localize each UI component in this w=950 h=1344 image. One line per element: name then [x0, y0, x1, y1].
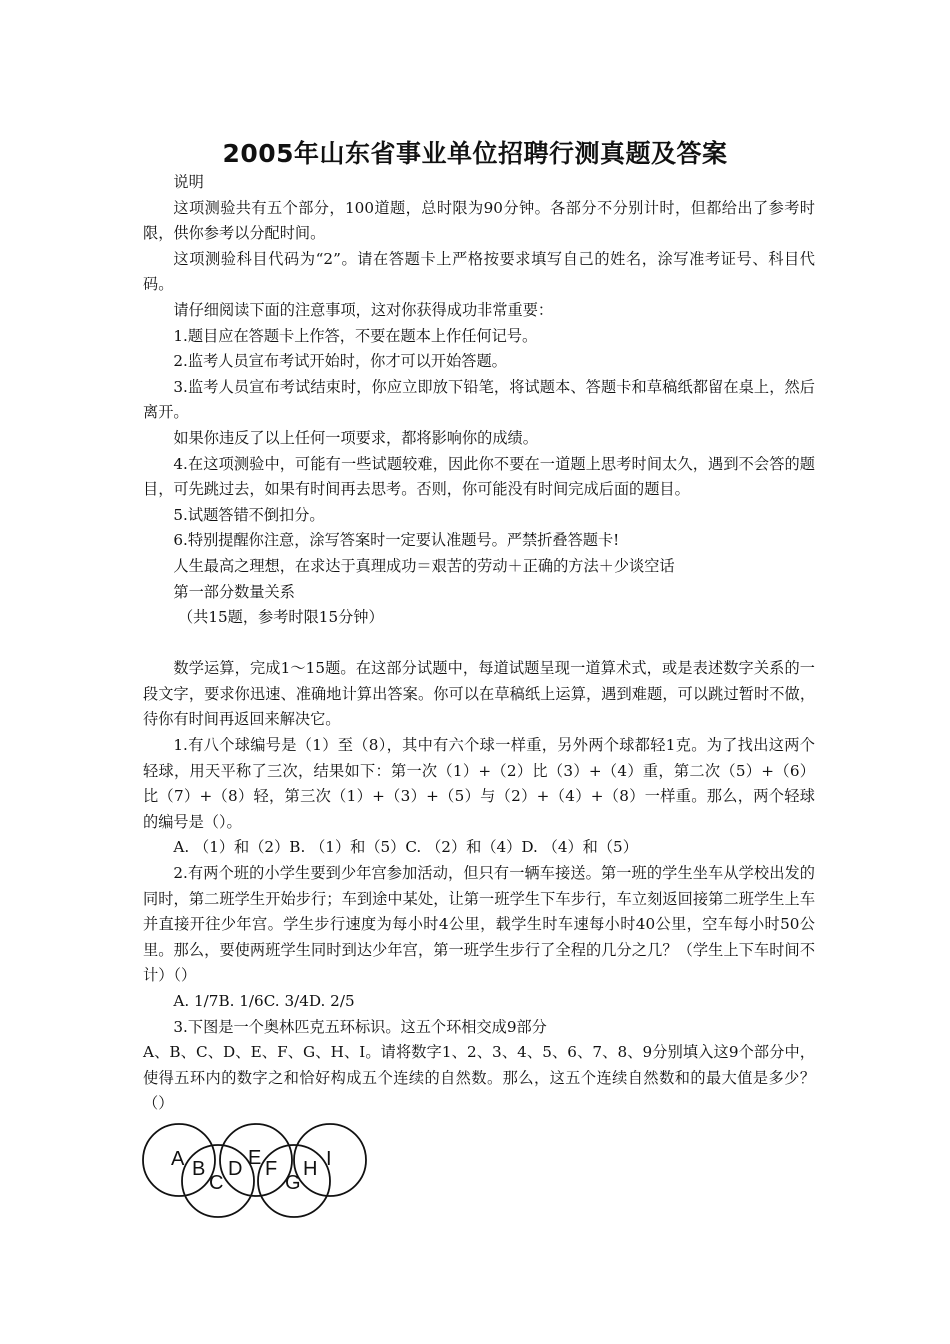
- paragraph-instructions-heading: 说明: [173, 173, 204, 191]
- question-3-body: A、B、C、D、E、F、G、H、I。请将数字1、2、3、4、5、6、7、8、9分别填入这9个部分中，使得五环内的数字之和恰好构成五个连续的自然数。那么，这五个连续自然数和的最大值是多少？（）: [143, 1043, 815, 1113]
- paragraph-motto: 人生最高之理想，在求达于真理成功＝艰苦的劳动＋正确的方法＋少谈空话: [173, 556, 675, 575]
- paragraph-subject-code: 这项测验科目代码为“2”。请在答题卡上严格按要求填写自己的姓名，涂写准考证号、科目代码。: [143, 249, 815, 294]
- question-2-options: A. 1/7B. 1/6C. 3/4D. 2/5: [173, 992, 355, 1010]
- region-label-c: C: [209, 1172, 224, 1194]
- paragraph-test-overview: 这项测验共有五个部分，100道题，总时限为90分钟。各部分不分别计时，但都给出了参考时限，供你参考以分配时间。: [143, 198, 815, 243]
- question-2: 2.有两个班的小学生要到少年宫参加活动，但只有一辆车接送。第一班的学生坐车从学校出发的同时，第二班学生开始步行；车到途中某处，让第一班学生下车步行，车立刻返回接第二班学生上车并直接开往少年宫。学生步行速度为每小时4公里，载学生时车速每小时40公里，空车每小时50公里。那么，要使两班学生同时到达少年宫，第一班学生步行了全程的几分之几？（学生上下车时间不计）（）: [143, 864, 815, 985]
- region-label-b: B: [192, 1158, 206, 1180]
- question-1-options: A. （1）和（2）B. （1）和（5）C. （2）和（4）D. （4）和（5）: [173, 838, 638, 857]
- region-label-d: D: [228, 1158, 243, 1180]
- region-label-g: G: [285, 1172, 301, 1194]
- section-heading: 第一部分数量关系: [173, 582, 295, 601]
- question-1: 1.有八个球编号是（1）至（8），其中有六个球一样重，另外两个球都轻1克。为了找出这两个轻球，用天平称了三次，结果如下：第一次（1）+（2）比（3）+（4）重，第二次（5）+（6）比（7）+（8）轻，第三次（1）+（3）+（5）与（2）+（4）+（8）一样重。那么，两个轻球的编号是（）。: [143, 736, 815, 831]
- paragraph-rule-5: 5.试题答错不倒扣分。: [173, 505, 325, 524]
- document-body: [143, 170, 815, 1117]
- page-title: 2005年山东省事业单位招聘行测真题及答案: [222, 139, 728, 168]
- region-label-h: H: [303, 1158, 318, 1180]
- spacer: [143, 631, 815, 657]
- paragraph-violation-warning: 如果你违反了以上任何一项要求，都将影响你的成绩。: [173, 428, 538, 447]
- paragraph-rule-4: 4.在这项测验中，可能有一些试题较难，因此你不要在一道题上思考时间太久，遇到不会答的题目，可先跳过去，如果有时间再去思考。否则，你可能没有时间完成后面的题目。: [143, 454, 815, 499]
- question-3-intro: 3.下图是一个奥林匹克五环标识。这五个环相交成9部分: [173, 1017, 547, 1036]
- paragraph-rule-6: 6.特别提醒你注意，涂写答案时一定要认准题号。严禁折叠答题卡!: [173, 531, 620, 550]
- section-time-limit: （共15题，参考时限15分钟）: [177, 608, 384, 627]
- olympic-rings-figure: [141, 1117, 371, 1221]
- paragraph-rule-1: 1.题目应在答题卡上作答，不要在题本上作任何记号。: [173, 326, 538, 345]
- section-directions: 数学运算，完成1～15题。在这部分试题中，每道试题呈现一道算术式，或是表述数字关系的一段文字，要求你迅速、准确地计算出答案。你可以在草稿纸上运算，遇到难题，可以跳过暂时不做，待你有时间再返回来解决它。: [143, 659, 815, 729]
- region-label-f: F: [265, 1158, 278, 1180]
- paragraph-rule-2: 2.监考人员宣布考试开始时，你才可以开始答题。: [173, 352, 507, 371]
- region-label-a: A: [171, 1148, 185, 1170]
- region-label-i: I: [326, 1148, 332, 1170]
- region-label-e: E: [248, 1147, 262, 1169]
- paragraph-rule-3: 3.监考人员宣布考试结束时，你应立即放下铅笔，将试题本、答题卡和草稿纸都留在桌上，然后离开。: [143, 377, 815, 422]
- paragraph-notice-intro: 请仔细阅读下面的注意事项，这对你获得成功非常重要：: [173, 300, 554, 319]
